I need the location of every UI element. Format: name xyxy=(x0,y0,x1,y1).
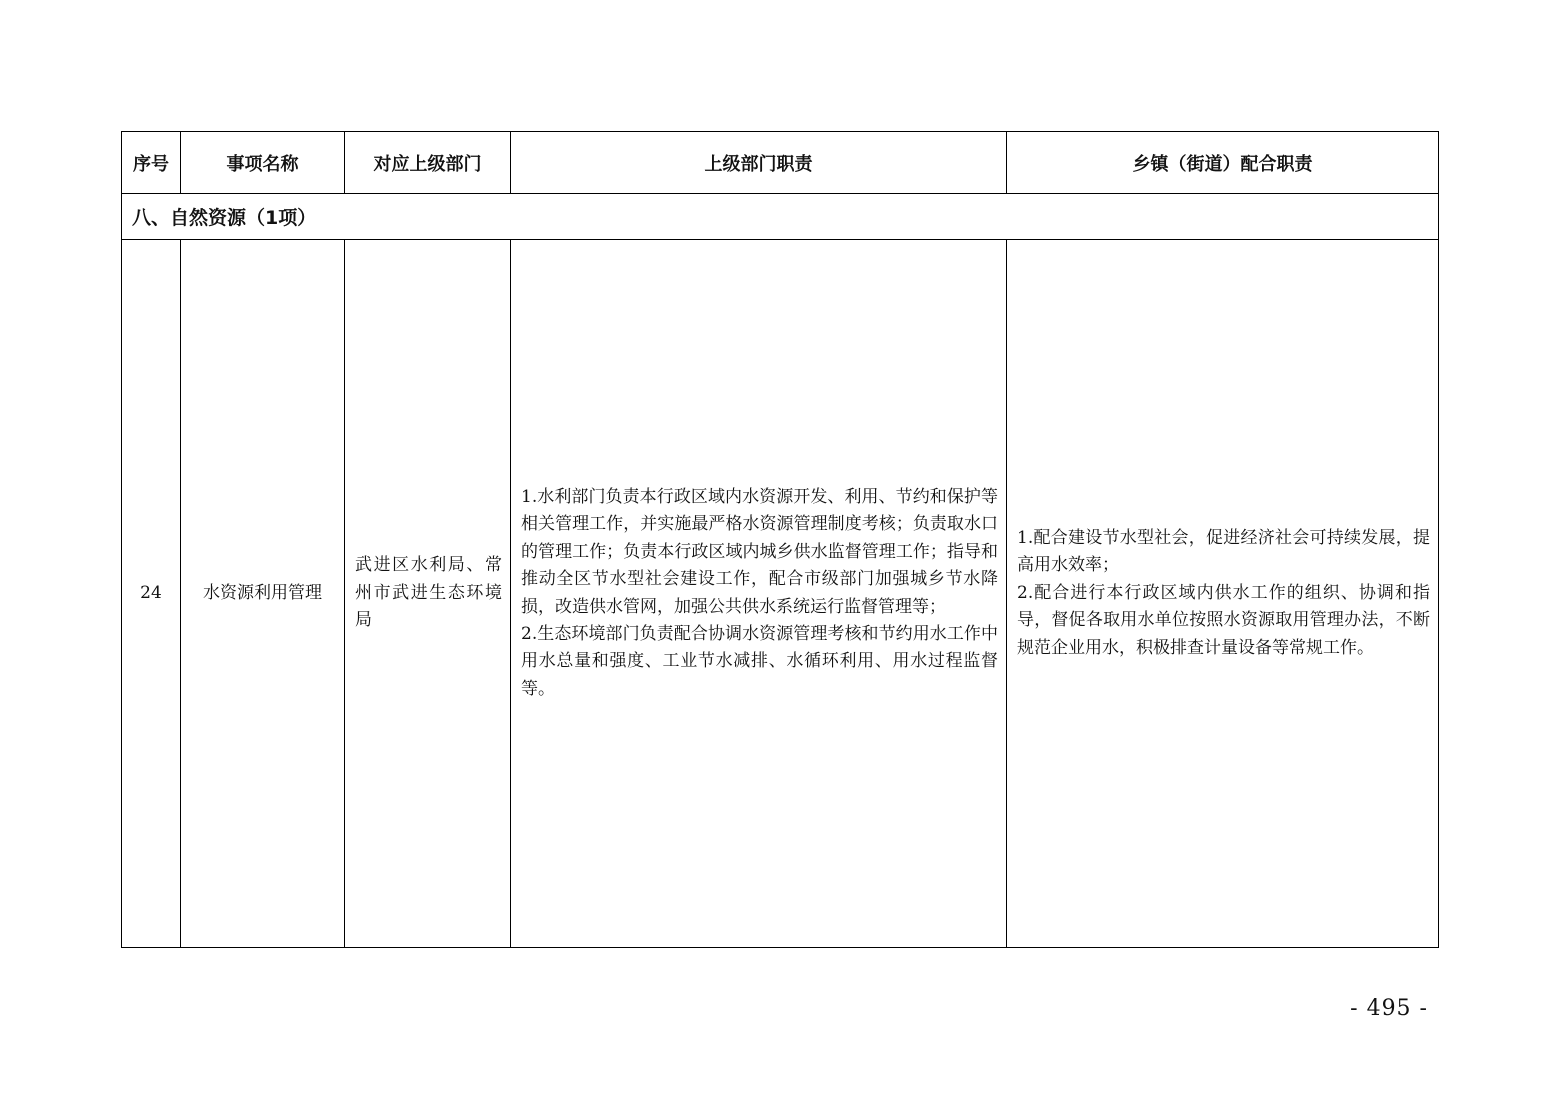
row-township-coop-duty xyxy=(1007,240,1439,948)
row-seq: 24 xyxy=(122,240,181,948)
header-item-name: 事项名称 xyxy=(181,132,345,194)
section-row xyxy=(122,194,1439,240)
header-superior-duty: 上级部门职责 xyxy=(511,132,1007,194)
coop-paragraph: 2.配合进行本行政区域内供水工作的组织、协调和指导，督促各取用水单位按照水资源取用管理办法，不断规范企业用水，积极排查计量设备等常规工作。 xyxy=(1017,582,1430,658)
section-title: 八、自然资源（1项） xyxy=(122,194,1439,240)
row-item-name: 水资源利用管理 xyxy=(181,240,345,948)
row-superior-dept: 武进区水利局、常州市武进生态环境局 xyxy=(345,240,511,948)
table-row xyxy=(122,240,1439,948)
header-seq: 序号 xyxy=(122,132,181,194)
table-header-row xyxy=(122,132,1439,194)
page-number: - 495 - xyxy=(1350,996,1428,1021)
header-township-coop-duty: 乡镇（街道）配合职责 xyxy=(1007,132,1439,194)
duty-paragraph: 1.水利部门负责本行政区域内水资源开发、利用、节约和保护等相关管理工作，并实施最严格水资源管理制度考核；负责取水口的管理工作；负责本行政区域内城乡供水监督管理工作；指导和推动全区节水型社会建设工作，配合市级部门加强城乡节水降损，改造供水管网，加强公共供水系统运行监督管理等； xyxy=(521,486,998,617)
header-superior-dept: 对应上级部门 xyxy=(345,132,511,194)
row-superior-duty xyxy=(511,240,1007,948)
coop-paragraph: 1.配合建设节水型社会，促进经济社会可持续发展，提高用水效率； xyxy=(1017,527,1430,576)
responsibility-table xyxy=(121,131,1439,948)
duty-paragraph: 2.生态环境部门负责配合协调水资源管理考核和节约用水工作中用水总量和强度、工业节水减排、水循环利用、用水过程监督等。 xyxy=(521,623,998,699)
